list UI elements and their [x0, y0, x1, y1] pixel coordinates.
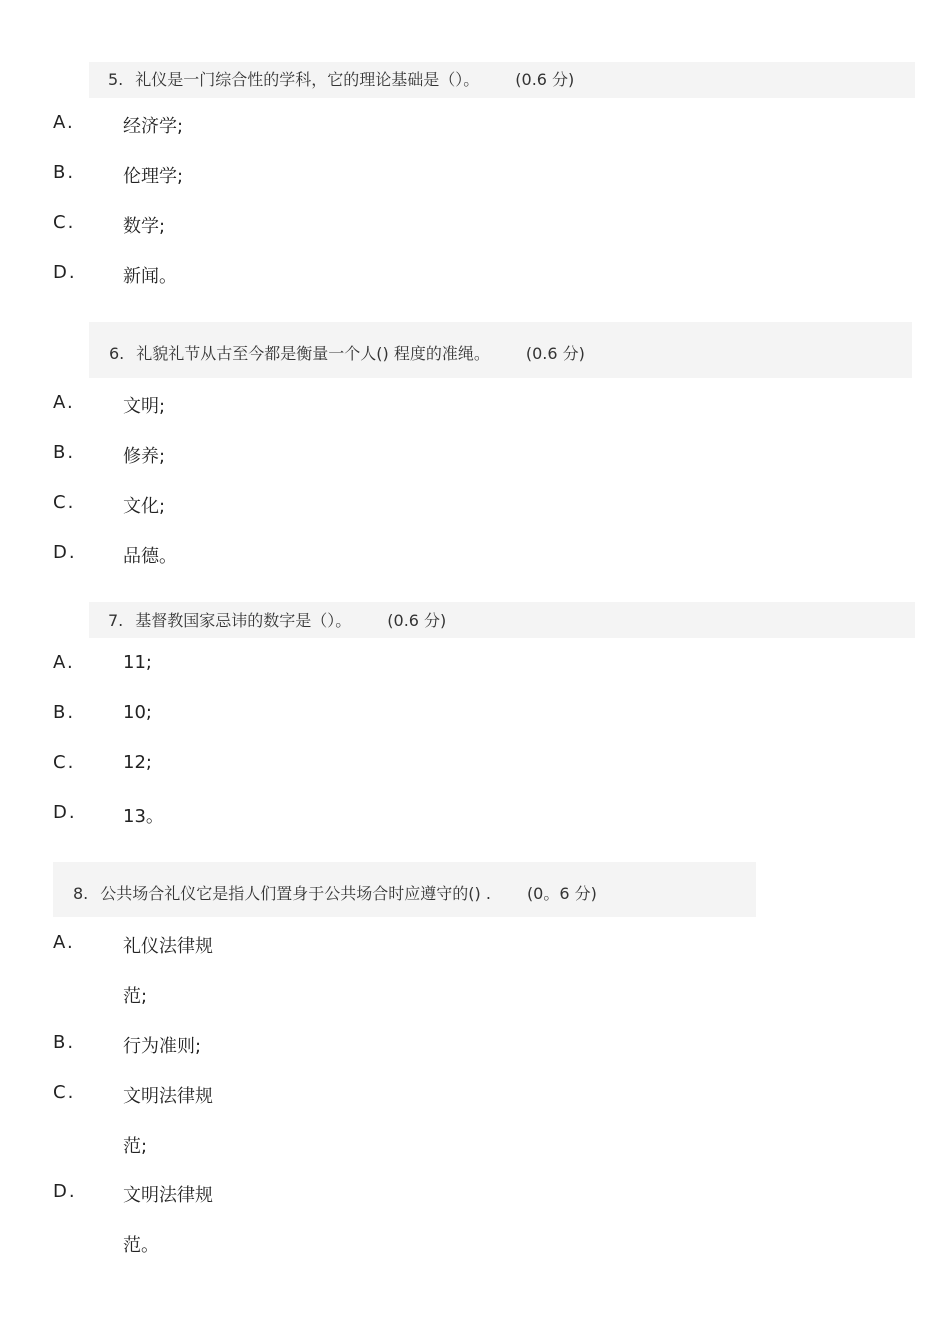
option-letter: A.: [53, 392, 75, 413]
option-text: 礼仪法律规: [123, 936, 213, 957]
option-text: 10;: [123, 702, 152, 723]
option-d-continued[interactable]: [0, 1231, 600, 1261]
option-letter: C.: [53, 492, 76, 513]
option-letter: A.: [53, 112, 75, 133]
option-a[interactable]: [0, 932, 600, 962]
option-letter: B.: [53, 1032, 76, 1053]
option-text: 范;: [123, 1136, 148, 1157]
option-c[interactable]: [0, 212, 600, 242]
question-score: (0.6 分): [387, 611, 447, 630]
option-c[interactable]: [0, 752, 600, 782]
option-text: 文化;: [123, 496, 166, 517]
question-text: 基督教国家忌讳的数字是（）。: [135, 611, 352, 630]
option-letter: B.: [53, 162, 76, 183]
option-b[interactable]: [0, 442, 600, 472]
question-header: [53, 862, 756, 917]
option-b[interactable]: [0, 702, 600, 732]
question-number: 6.: [109, 344, 125, 363]
option-text: 数学;: [123, 216, 166, 237]
option-text: 文明法律规: [123, 1185, 213, 1206]
option-a-continued[interactable]: [0, 982, 600, 1012]
option-text: 伦理学;: [123, 166, 184, 187]
option-text: 范;: [123, 986, 148, 1007]
option-text: 文明法律规: [123, 1086, 213, 1107]
option-letter: A.: [53, 652, 75, 673]
question-number: 7.: [108, 611, 124, 630]
option-a[interactable]: [0, 652, 600, 682]
option-letter: C.: [53, 1082, 76, 1103]
option-d[interactable]: [0, 1181, 600, 1211]
option-d[interactable]: [0, 262, 600, 292]
option-text: 新闻。: [123, 266, 177, 287]
option-text: 修养;: [123, 446, 166, 467]
question-score: (0.6 分): [525, 344, 585, 363]
option-text: 11;: [123, 652, 152, 673]
question-header: [89, 62, 915, 98]
option-letter: B.: [53, 442, 76, 463]
option-text: 品德。: [123, 546, 177, 567]
option-text: 范。: [123, 1235, 159, 1256]
question-text: 公共场合礼仪它是指人们置身于公共场合时应遵守的() .: [100, 884, 491, 903]
option-letter: B.: [53, 702, 76, 723]
option-letter: D.: [53, 262, 77, 283]
option-text: 12;: [123, 752, 152, 773]
option-letter: A.: [53, 932, 75, 953]
option-letter: D.: [53, 802, 77, 823]
option-text: 行为准则;: [123, 1036, 202, 1057]
option-letter: C.: [53, 212, 76, 233]
option-b[interactable]: [0, 162, 600, 192]
option-text: 文明;: [123, 396, 166, 417]
option-c-continued[interactable]: [0, 1132, 600, 1162]
question-score: (0。6 分): [526, 884, 597, 903]
option-c[interactable]: [0, 1082, 600, 1112]
question-header: [89, 322, 912, 378]
question-text: 礼仪是一门综合性的学科，它的理论基础是（）。: [135, 70, 480, 89]
option-b[interactable]: [0, 1032, 600, 1062]
option-letter: C.: [53, 752, 76, 773]
option-d[interactable]: [0, 542, 600, 572]
question-score: (0.6 分): [515, 70, 575, 89]
option-text: 13。: [123, 806, 164, 827]
question-number: 8.: [73, 884, 89, 903]
question-header: [89, 602, 915, 638]
question-text: 礼貌礼节从古至今都是衡量一个人() 程度的准绳。: [136, 344, 490, 363]
option-letter: D.: [53, 1181, 77, 1202]
option-a[interactable]: [0, 112, 600, 142]
option-d[interactable]: [0, 802, 600, 832]
question-number: 5.: [108, 70, 124, 89]
option-text: 经济学;: [123, 116, 184, 137]
option-letter: D.: [53, 542, 77, 563]
option-a[interactable]: [0, 392, 600, 422]
option-c[interactable]: [0, 492, 600, 522]
